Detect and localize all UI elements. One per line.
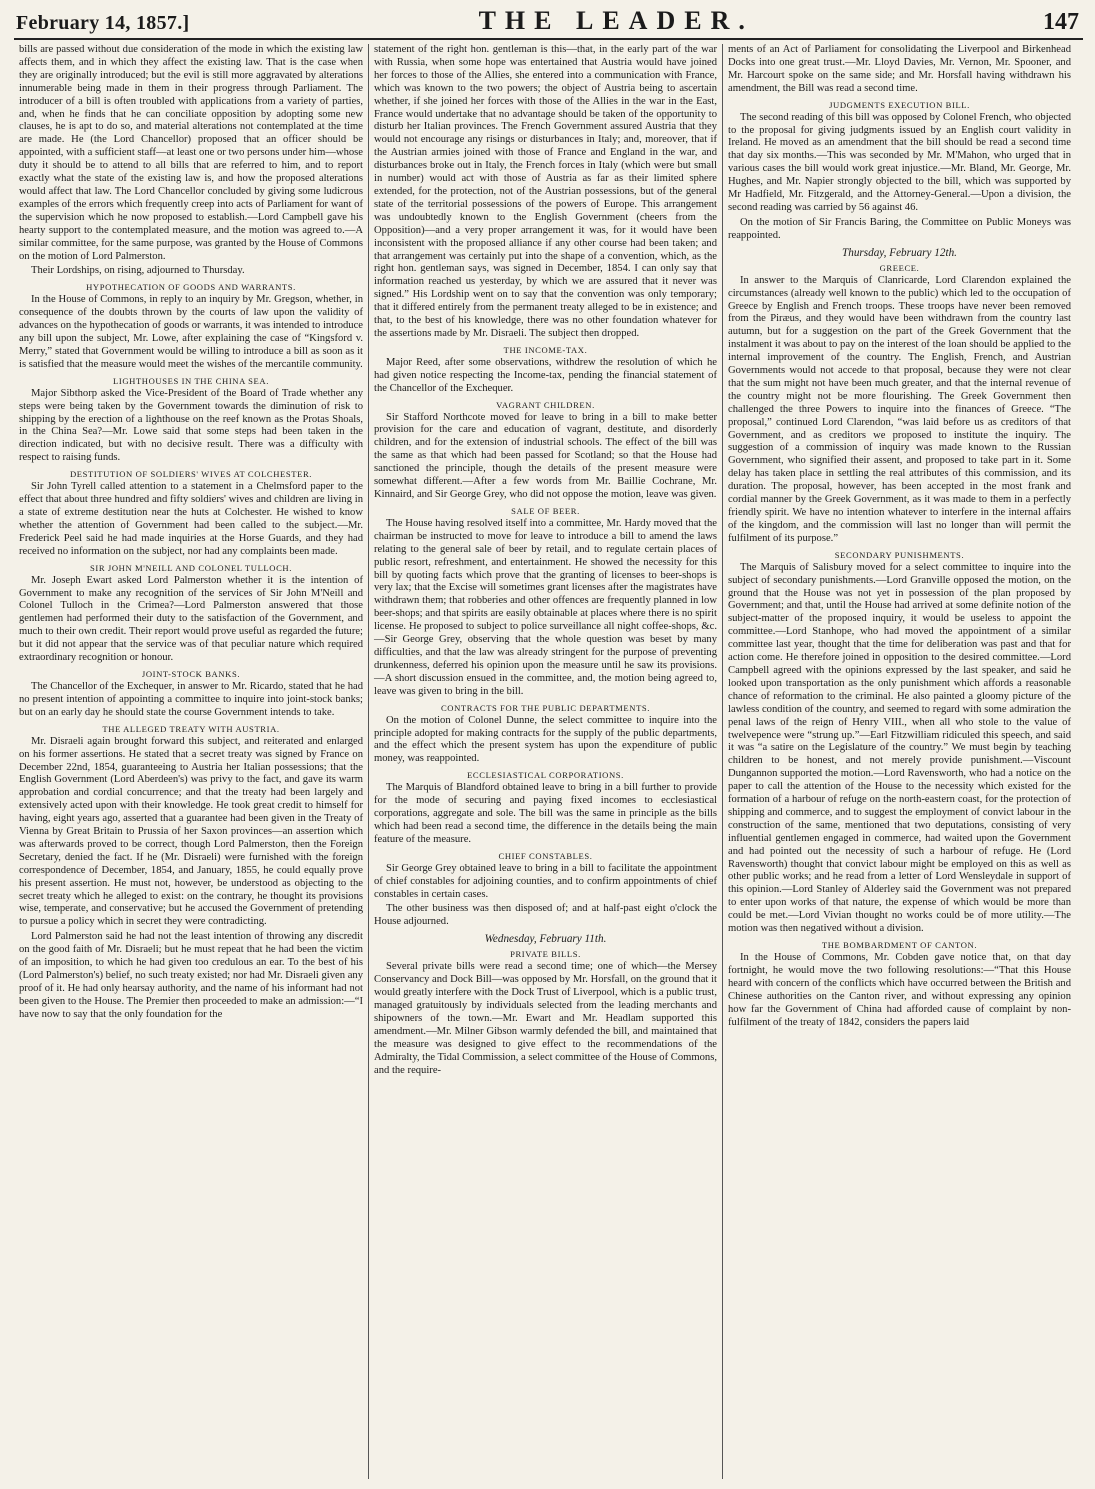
- paragraph: statement of the right hon. gentleman is this—that, in the early part of the war with Russia, when some hope was entertained that Austria would have joined her forces to those of the Allies, she entered into a communication with France, which was known to the two powers; the object of Austria being to ascertain whether, if she joined her forces with those of the Allies in the war in the East, France would undertake that no advantage should be taken of the opportunity to disturb her Italian provinces. The French Government assured Austria that they would not encourage any risings or disturbances in Italy; and, moreover, that if the Austrian armies joined with those of France and England in the war, and disturbances broke out in Italy, the French forces in Italy (which were but small in number) would act with those of Austria as far as their limited sphere extended, for the protection, not of the Austrian possessions, but of the general state of the territorial possessions of the powers of Europe. This arrangement was undoubtedly known to the English Government (cheers from the Opposition)—and a very proper arrangement it was, for it would have been inconsistent with the proposed alliance if any other course had been taken; and that arrangement was certainly put into the shape of a convention, which, as the right hon. gentleman says, was signed in December, 1854. I can only say that information reached us yesterday, by which we are assured that it never was signed.” His Lordship went on to say that the convention was only temporary; that it differed entirely from the permanent treaty alleged to be in existence; and that, to the best of his knowledge, there was no other foundation whatever for the assertions made by Mr. Disraeli. The subject then dropped.: [374, 44, 717, 339]
- paragraph: The Marquis of Salisbury moved for a select committee to inquire into the subject of secondary punishments.—Lord Granville opposed the motion, on the ground that the House was not yet in possession of the plan proposed by Government; and that, until the House had arrived at some definite notion of the subject-matter of the proposed inquiry, it would be useless to appoint the committee.—Lord Stanhope, who had moved the appointment of a similar committee last year, thought that the time for deliberation was past and that for action come. He therefore joined in opposition to the desired committee.—Lord Campbell agreed with the opinions expressed by the last speaker, and said he looked upon transportation as the only punishment which affords a reasonable chance of reformation to the criminal. He also painted a gloomy picture of the lawless condition of the country, and seemed to regard with some admiration the penal laws of the reign of Henry VIII., when all who stole to the value of twelvepence were “strung up.”—Earl Fitzwilliam ridiculed this speech, and said it was “a satire on the Legislature of the country.” We must begin by teaching children to be honest, and not merely provide punishment.—Viscount Dungannon supported the motion.—Lord Ravensworth, who had a notice on the paper to call the attention of the House to the necessity which existed for the formation of a harbour of refuge on the north-eastern coast, for the protection of shipping and commerce, and to suggest the employment of convict labour in the construction of the same, mentioned that two deputations, consisting of very influential gentlemen engaged in commerce, had waited upon the Government and had pointed out the necessity of such a harbour of refuge. He (Lord Ravensworth) thought that convict labour might be employed on this as well as other public works; and he read from a letter of Lord Wensleydale in support of this opinion.—Lord Stanley of Alderley said the Government was not prepared to enter upon works of that nature, the expense of which would be more than could be met.—Lord Vivian thought no works could be of more utility.—The motion was then negatived without a division.: [728, 561, 1071, 935]
- paragraph: The second reading of this bill was opposed by Colonel French, who objected to the proposal for giving judgments issued by an English court validity in Ireland. He moved as an amendment that the bill should be read a second time that day six months.—This was seconded by Mr. M'Mahon, who urged that in various cases the bill would work great injustice.—Mr. Bland, Mr. George, Mr. Hughes, and Mr. Napier strongly objected to the bill, which was supported by Mr Hadfield, Mr. Fitzgerald, and the Attorney-General.—Upon a division, the second reading was carried by 56 against 46.: [728, 111, 1071, 213]
- paragraph: On the motion of Sir Francis Baring, the Committee on Public Moneys was reappointed.: [728, 216, 1071, 241]
- section-heading: GREECE.: [879, 262, 920, 273]
- section-heading: SECONDARY PUNISHMENTS.: [834, 549, 965, 560]
- section-heading: ECCLESIASTICAL CORPORATIONS.: [467, 770, 624, 781]
- publication-title: THE LEADER.: [478, 6, 754, 35]
- paragraph: Lord Palmerston said he had not the least intention of throwing any discredit on the good faith of Mr. Disraeli; but he must repeat that he had been the victim of an imposition, to which he had given too credulous an ear. To the best of his (Lord Palmerston's) belief, no such treaty existed; nor had Mr. Disraeli given any proof of it. He had only hearsay authority, and the name of his informant had not been given to the House. The Premier then proceeded to make an admission:—“I have now to say that the only foundation for the: [19, 931, 363, 1020]
- section-heading: THE INCOME-TAX.: [503, 344, 588, 355]
- paragraph: ments of an Act of Parliament for consolidating the Liverpool and Birkenhead Docks into one great trust.—Mr. Lloyd Davies, Mr. Vernon, Mr. Spooner, and Mr. Harcourt spoke on the same side; and Mr. Horsfall having withdrawn his amendment, the Bill was read a second time.: [728, 44, 1071, 94]
- column-2: [368, 44, 722, 1479]
- section-heading: DESTITUTION OF SOLDIERS' WIVES AT COLCHESTER.: [69, 469, 313, 480]
- paragraph: In the House of Commons, Mr. Cobden gave notice that, on that day fortnight, he would move the two following resolutions:—“That this House heard with concern of the conflicts which have occurred between the British and Chinese authorities on the Canton river, and without expressing any opinion how far the Government of China had afforded cause of complaint by non-fulfilment of the treaty of 1842, considers the papers laid: [728, 952, 1071, 1028]
- article-columns: [14, 44, 1083, 1479]
- paragraph: The Chancellor of the Exchequer, in answer to Mr. Ricardo, stated that he had no present intention of appointing a committee to inquire into joint-stock banks; but on an early day he should state the course Government intends to take.: [19, 680, 363, 718]
- section-heading: CHIEF CONSTABLES.: [498, 850, 593, 861]
- paragraph: The other business was then disposed of; and at half-past eight o'clock the House adjourned.: [374, 903, 717, 928]
- section-heading: PRIVATE BILLS.: [510, 949, 581, 960]
- paragraph: Mr. Disraeli again brought forward this subject, and reiterated and enlarged on his former assertions. He stated that a secret treaty was signed by France on December 22nd, 1854, guaranteeing to Austria her Italian possessions; that the English Government (Lord Aberdeen's) was privy to the fact, and gave its warm approbation and cordial concurrence; and that the treaty had been largely and extensively acted upon with their knowledge. He took great credit to himself for having, eight years ago, asserted that a guarantee had been given in the Treaty of Vienna by Great Britain to Prussia of her Saxon provinces—an assertion which was afterwards proved to be correct, though Lord Palmerston, then the Foreign Secretary, denied the fact. If he (Mr. Disraeli) were furnished with the foreign correspondence of December, 1854, and January, 1855, he could equally prove his present assertion. He must not, however, be understood as objecting to the secret treaty which he alleged to exist: on the contrary, he thought its provisions wise, temperate, and conservative; but he accused the Government of pretending to pursue a policy which in secret they were contradicting.: [19, 735, 363, 928]
- section-heading: THE BOMBARDMENT OF CANTON.: [821, 940, 978, 950]
- column-3: [722, 44, 1076, 1479]
- section-heading: HYPOTHECATION OF GOODS AND WARRANTS.: [86, 282, 296, 293]
- paragraph: In the House of Commons, in reply to an inquiry by Mr. Gregson, whether, in consequence of the doubts thrown by the courts of law upon the validity of advances on the hypothecation of goods or warrants, it was intended to introduce any bill upon the subject, Mr. Lowe, after explaining the case of “Kingsford v. Merry,” stated that Government would be willing to introduce a bill as soon as it is satisfied that the measure would meet the wishes of the mercantile community.: [19, 294, 363, 370]
- section-heading: JUDGMENTS EXECUTION BILL.: [829, 99, 970, 110]
- paragraph: The Marquis of Blandford obtained leave to bring in a bill further to provide for the mode of securing and paying fixed incomes to ecclesiastical corporations, aggregate and sole. The bill was the same in principle as the bills which had been read a second time, the difference in the details being the main feature of the measure.: [374, 782, 717, 845]
- paragraph: Sir George Grey obtained leave to bring in a bill to facilitate the appointment of chief constables for adjoining counties, and to confirm appointments of chief constables in certain cases.: [374, 862, 717, 900]
- paragraph: Major Sibthorp asked the Vice-President of the Board of Trade whether any steps were being taken by the Government towards the diminution of risk to shipping by the erection of a lighthouse on the reef known as the Protas Shoals, in the China Sea?—Mr. Lowe said that some steps had been taken in the direction indicated, but with no decisive result. There was a difficulty with respect to raising funds.: [19, 387, 363, 464]
- issue-date: February 14, 1857.]: [16, 12, 190, 34]
- section-heading: SIR JOHN M'NEILL AND COLONEL TULLOCH.: [90, 562, 292, 573]
- section-heading: VAGRANT CHILDREN.: [496, 399, 595, 410]
- date-heading: Wednesday, February 11th.: [484, 933, 607, 946]
- paragraph: Sir John Tyrell called attention to a statement in a Chelmsford paper to the effect that about three hundred and fifty soldiers' wives and children are living in a state of extreme destitution near the huts at Colchester. He wished to know whether the attention of Government had been called to the subject.—Mr. Frederick Peel said he had made inquiries at the Horse Guards, and they had received no information on the subject, nor had any complaints been made.: [19, 481, 363, 557]
- paragraph: Sir Stafford Northcote moved for leave to bring in a bill to make better provision for the care and education of vagrant, destitute, and disorderly children, and for the extension of industrial schools. The effect of the bill was the same as that which had been passed for Scotland; so that the House had sanctioned the principle, though the details of the present measure were somewhat different.—After a few words from Mr. Baillie Cochrane, Mr. Kinnaird, and Sir George Grey, who did not oppose the motion, leave was given.: [374, 411, 717, 500]
- date-heading: Thursday, February 12th.: [842, 246, 957, 259]
- section-heading: LIGHTHOUSES IN THE CHINA SEA.: [113, 375, 269, 386]
- section-heading: THE ALLEGED TREATY WITH AUSTRIA.: [102, 723, 280, 734]
- masthead: [14, 6, 1083, 40]
- section-heading: SALE OF BEER.: [511, 505, 580, 516]
- paragraph: Several private bills were read a second time; one of which—the Mersey Conservancy and Dock Bill—was opposed by Mr. Horsfall, on the ground that it would greatly interfere with the Dock Trust of Liverpool, which is a public trust, managed gratuitously by individuals selected from the leading merchants and shipowners of the town.—Mr. Ewart and Mr. Headlam supported this amendment.—Mr. Milner Gibson warmly defended the bill, and maintained that the measure was designed to give effect to the recommendations of the Admiralty, the Tidal Commission, a select committee of the House of Commons, and the require-: [374, 961, 717, 1076]
- paragraph: Major Reed, after some observations, withdrew the resolution of which he had given notice respecting the Income-tax, pending the financial statement of the Chancellor of the Exchequer.: [374, 356, 717, 394]
- paragraph: bills are passed without due consideration of the mode in which the existing law affects them, and in which they affect the existing law. That is the case when they are originally introduced; but the evil is still more aggravated by alterations innumerable being made in them in their progress through Parliament. The introducer of a bill is often troubled with applications from a variety of parties, and, when he finds that he can conciliate opposition by adopting some new clauses, he is apt to do so, and material alterations not contemplated at the time are made. He (the Lord Chancellor) proposed that an officer should be appointed, with a sufficient staff—at least one or two persons under him—whose duty it should be to attend to all bills that are referred to him, and to report exactly what the state of the existing law is, and how the proposed alterations would affect that law. The Lord Chancellor concluded by giving some ludicrous examples of the errors which frequently creep into acts of Parliament for want of the supervision which he now proposed to establish.—Lord Campbell gave his hearty support to the contemplated measure, and the motion was agreed to.—A similar committee, for the same purpose, was granted by the House of Commons on the motion of Lord Palmerston.: [19, 44, 363, 262]
- paragraph: Mr. Joseph Ewart asked Lord Palmerston whether it is the intention of Government to make any recognition of the services of Sir John M'Neill and Colonel Tulloch in the Crimea?—Lord Palmerston answered that those gentlemen had performed their duty to the satisfaction of the Government, and much to their own credit. Their report would prove useful as regarded the future; but it did not appear that the service was of that peculiar nature which required extraordinary recognition or honour.: [19, 574, 363, 664]
- paragraph: Their Lordships, on rising, adjourned to Thursday.: [31, 265, 245, 277]
- column-1: [14, 44, 368, 1479]
- paragraph: In answer to the Marquis of Clanricarde, Lord Clarendon explained the circumstances (already well known to the public) which led to the occupation of Greece by English and French troops. These troops have never been removed from the Piræus, and they would have been withdrawn from the country last autumn, but for a suggestion on the part of the Greek Government that the instalment it was about to pay on the interest of the loan should be applied to the internal improvement of the country. The English, French, and Austrian Governments would not accede to that proposal, because they were not clear that the sum might not have been much greater, and that the internal revenue of the country might not be more flourishing. The Greek Government then challenged the three Powers to inquire into the finances of Greece. “The proposal,” continued Lord Clarendon, “was laid before us as creditors of that Government, and as creditors we proposed to institute the inquiry. The suggestion of a commission of inquiry was made known to the Russian Government, who signified their assent, and proposed to take part in it. Some delay has taken place in settling the real attributes of this commission, and its duration. The proposal, however, has been accepted in the most frank and cordial manner by the Greek Government, as it was made to them in a perfectly friendly spirit. We have no intention whatever to interfere in the internal affairs of the kingdom, and the commission will last no longer than will permit the fulfilment of its purpose.”: [728, 274, 1071, 544]
- page-number: 147: [1042, 9, 1079, 35]
- paragraph: On the motion of Colonel Dunne, the select committee to inquire into the principle adopted for making contracts for the supply of the public departments, and the effect which the present system has upon the expenditure of public money, was reappointed.: [374, 714, 717, 765]
- section-heading: JOINT-STOCK BANKS.: [141, 668, 241, 679]
- section-heading: CONTRACTS FOR THE PUBLIC DEPARTMENTS.: [440, 702, 651, 713]
- paragraph: The House having resolved itself into a committee, Mr. Hardy moved that the chairman be instructed to move for leave to introduce a bill to amend the laws relating to the general sale of beer by retail, and to regulate certain places of public resort, refreshment, and entertainment. He showed the necessity for this bill by quoting facts which prove that the granting of licenses to beer-shops is very lax; that the Excise will sometimes grant licenses after the magistrates have withdrawn them; that robberies and other offences are frequently planned in low beer-shops; and that spirits are easily obtainable at places where there is no spirit license. He proposed to subject to police surveillance all night coffee-shops, &c.—Sir George Grey, observing that the whole question was beset by many difficulties, and that the law was already stringent for the purpose of preventing drunkenness, deferred his opinion upon the measure until he saw its provisions.—A short discussion ensued in the committee, and, the motion being agreed to, leave was given to bring in the bill.: [374, 517, 717, 697]
